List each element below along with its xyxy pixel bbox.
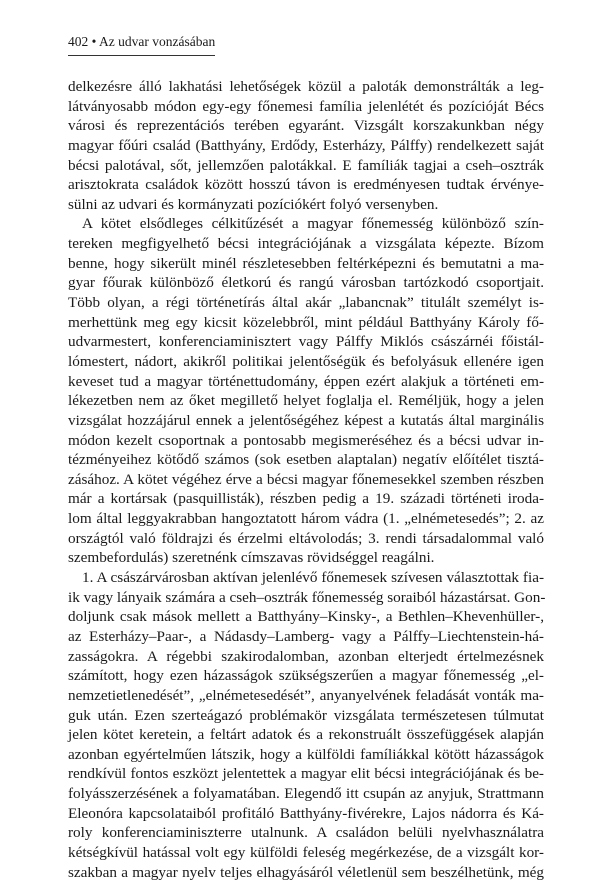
text-line: Több olyan, a régi történetírás által akár „labancnak” titulált személyt is-: [68, 294, 544, 312]
text-line: Eleonóra kapcsolataiból profitáló Batthyány-fivérekre, Lajos nádorra és Ká-: [68, 804, 544, 822]
text-line: szakban a magyar nyelv teljes elhagyásáról véletlenül sem beszélhetünk, még: [68, 863, 544, 881]
text-line: jelen kötet keretein, a feltárt adatok és a rekonstruált összefüggések alapján: [68, 726, 544, 744]
text-line: bécsi palotával, sőt, jellemzően palotákkal. E famíliák tagjai a cseh–osztrák: [68, 156, 544, 174]
text-line: módon kezelt csoportnak a pontosabb megismeréséhez és a bécsi udvar in-: [68, 431, 544, 449]
text-line: már a kortársak (pasquillisták), részben pedig a 19. századi történeti iroda-: [68, 490, 544, 508]
text-line: roly konferenciaminiszterre utalnunk. A családon belüli nyelvhasználatra: [68, 824, 544, 842]
running-title: Az udvar vonzásában: [99, 34, 216, 49]
text-line: kétségkívül hatással volt egy külföldi feleség megérkezése, de a vizsgált kor-: [68, 843, 544, 861]
text-line: 1. A császárvárosban aktívan jelenlévő főnemesek szívesen választottak fia-: [82, 569, 544, 587]
text-line: benne, hogy sikerült minél részletesebben feltérképezni és bemutatni a ma-: [68, 254, 544, 272]
text-line: zásához. A kötet végéhez érve a bécsi magyar főnemesekkel szemben részben: [68, 470, 544, 488]
text-line: zasságokra. A régebbi szakirodalomban, azonban elterjedt értelmezésnek: [68, 647, 544, 665]
text-line: látványosabb módon egy-egy főnemesi família jelenlétét és pozícióját Bécs: [68, 97, 544, 115]
text-line: lékezetben nem az őket megillető helyet foglalja el. Reméljük, hogy a jelen: [68, 392, 544, 410]
text-line: lómestert, nádort, akikről politikai jelentőségük és befolyásuk ellenére igen: [68, 352, 544, 370]
header-separator: •: [91, 34, 97, 49]
text-line: ik vagy lányaik számára a cseh–osztrák főnemesség soraiból házastársat. Gon-: [68, 588, 546, 606]
text-line: folyásszerzésének a folyamatában. Elegendő itt csupán az anyjuk, Strattmann: [68, 785, 544, 803]
text-line: lom által leggyakrabban hangoztatott három vádra (1. „elnémetesedés”; 2. az: [68, 510, 544, 528]
text-line: udvarmestert, konferenciaminisztert vagy Pálffy Miklós császárnéi főistál-: [68, 333, 544, 351]
paragraph: [68, 568, 544, 882]
text-line: gyar főurak különböző életkorú és rangú városban tartózkodó csoportjait.: [68, 274, 544, 292]
text-line: doljunk csak mások mellett a Batthyány–Kinsky-, a Bethlen–Khevenhüller-,: [68, 608, 544, 626]
text-line: tézményeihez kötődő számos (sok esetben alaptalan) negatív előítélet tisztá-: [68, 451, 544, 469]
text-line: magyar főúri család (Batthyány, Erdődy, Esterházy, Pálffy) rendelkezett saját: [68, 136, 544, 154]
text-line: az Esterházy–Paar-, a Nádasdy–Lamberg- vagy a Pálffy–Liechtenstein-há-: [68, 627, 544, 645]
text-line: A kötet elsődleges célkitűzését a magyar főnemesség különböző szín-: [82, 215, 544, 233]
text-line: tereken megfigyelhető bécsi integrációjának a vizsgálata képezte. Bízom: [68, 235, 544, 253]
text-line: keveset tud a magyar történettudomány, éppen ezért alakjuk a történeti em-: [68, 372, 544, 390]
text-line: országtól való földrajzi és érzelmi eltávolodás; 3. rendi társadalommal való: [68, 529, 544, 547]
paragraph: [68, 77, 544, 214]
text-line: delkezésre álló lakhatási lehetőségek közül a paloták demonstrálták a leg-: [68, 78, 544, 95]
text-line: szembefordulás) szeretnénk címszavas rövidséggel reagálni.: [68, 549, 435, 567]
text-line: azonban egyértelműen látszik, hogy a külföldi famíliákkal kötött házasságok: [68, 745, 544, 763]
body-text: [68, 77, 544, 882]
running-header: [68, 33, 215, 56]
text-line: nemzetietlenedését”, „elnémetesedését”, anyanyelvének feladását vonták ma-: [68, 686, 544, 704]
text-line: arisztokrata családok között hosszú távon is eredményesen tudtak érvénye-: [68, 176, 544, 194]
text-line: sülni az udvari és kormányzati pozíciókért folyó versenyben.: [68, 195, 439, 213]
text-line: városi és reprezentációs terében egyaránt. Vizsgált korszakunkban négy: [68, 117, 544, 135]
text-line: vizsgálat hozzájárul ennek a jelentőségéhez képest a kutatás által marginális: [68, 411, 544, 429]
page-number: 402: [68, 34, 89, 49]
text-line: guk után. Ezen szerteágazó problémakör vizsgálata természetesen túlmutat: [68, 706, 544, 724]
text-line: rendkívül fontos eszközt jelentettek a magyar elit bécsi integrációjának és be-: [68, 765, 544, 783]
paragraph: [68, 214, 544, 568]
text-line: számított, hogy ezen házasságok szükségszerűen a magyar főnemesség „el-: [68, 667, 544, 685]
text-line: merhettünk meg egy kicsit közelebbről, mint például Batthyány Károly fő-: [68, 313, 544, 331]
